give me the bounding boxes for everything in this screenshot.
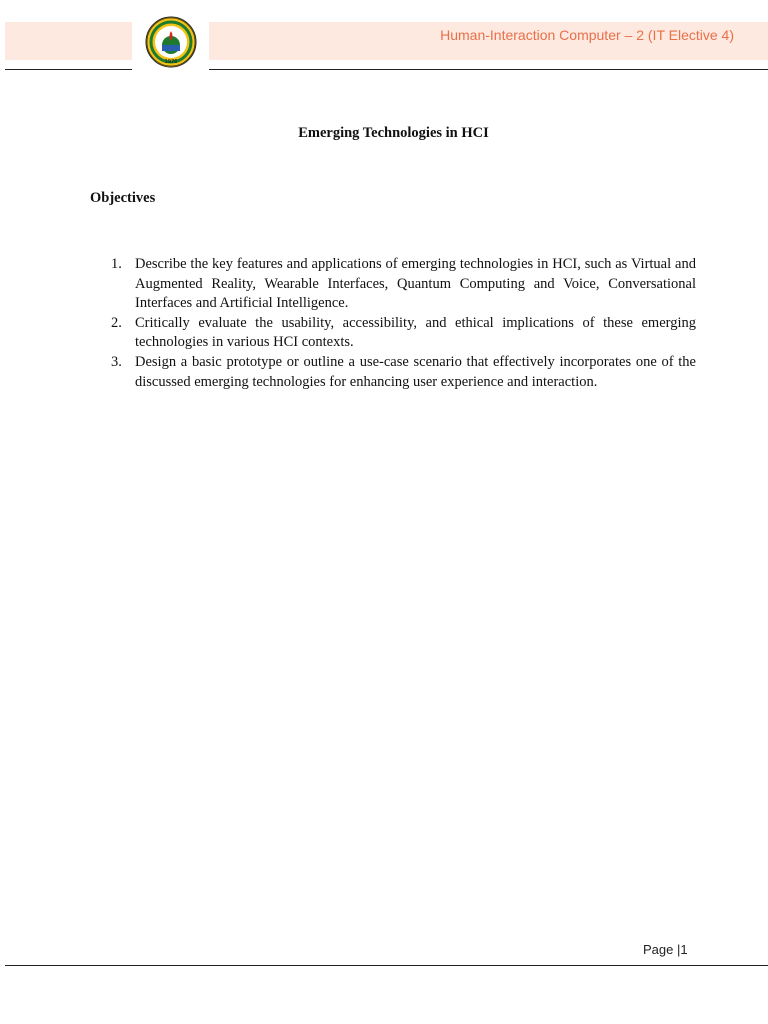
objective-number: 2. xyxy=(111,314,122,331)
header-divider-right xyxy=(209,69,768,70)
objective-number: 3. xyxy=(111,353,122,370)
document-title: Emerging Technologies in HCI xyxy=(298,125,489,141)
objective-item xyxy=(111,255,696,314)
header-band-left xyxy=(5,22,132,60)
seal-year-text: 1976 xyxy=(164,59,178,65)
objective-text: Describe the key features and applications of emerging technologies in HCI, such as Virtual and Augmented Reality, Wearable Interfaces, Quantum Computing and Voice, Conversational Interfaces and Artificial Intelligence. xyxy=(135,256,696,312)
university-seal-logo xyxy=(145,15,197,69)
objective-item xyxy=(111,353,696,392)
objective-item xyxy=(111,314,696,353)
objectives-heading: Objectives xyxy=(90,190,156,206)
footer-divider xyxy=(5,965,768,966)
course-title: Human-Interaction Computer – 2 (IT Elective 4) xyxy=(440,27,734,43)
header-divider-left xyxy=(5,69,132,70)
page-number: Page |1 xyxy=(643,942,688,957)
objective-number: 1. xyxy=(111,256,122,272)
objective-text: Critically evaluate the usability, accessibility, and ethical implications of these emerging technologies in various HCI contexts. xyxy=(135,314,696,351)
objectives-list xyxy=(111,255,696,392)
objective-text: Design a basic prototype or outline a use-case scenario that effectively incorporates one of the discussed emerging technologies for enhancing user experience and interaction. xyxy=(135,353,696,390)
